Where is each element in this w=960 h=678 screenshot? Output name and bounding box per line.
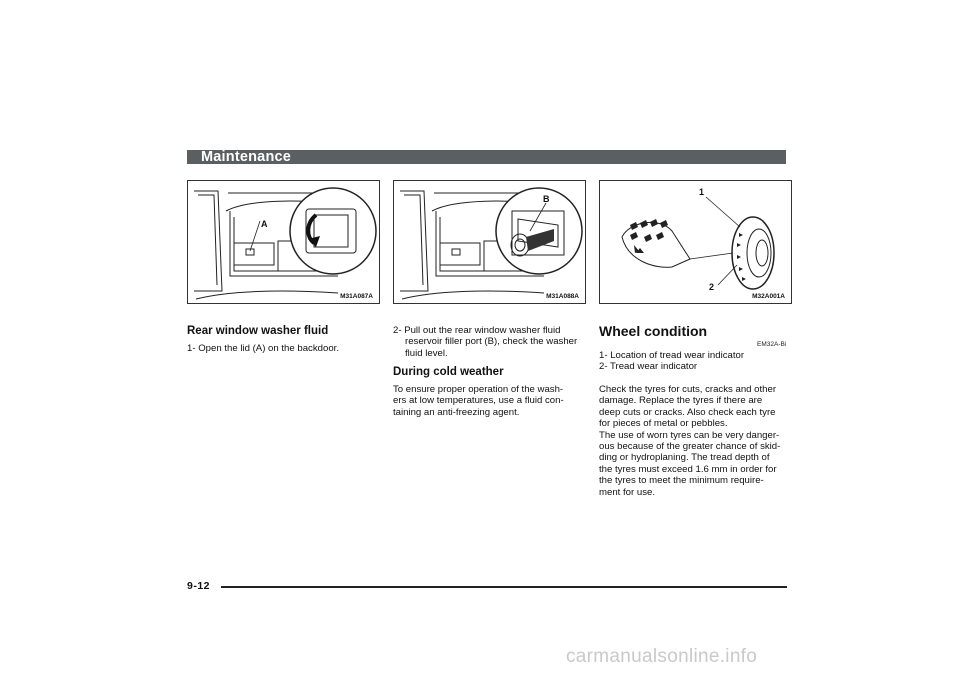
column-1-text	[187, 343, 378, 354]
column-2-step	[393, 325, 584, 359]
step-1: 1- Open the lid (A) on the backdoor.	[187, 343, 339, 354]
para-line: damage. Replace the tyres if there are	[599, 395, 763, 407]
step-2-line: reservoir filler port (B), check the washer	[405, 336, 578, 348]
backdoor-lid-illustration	[188, 181, 379, 303]
para-line: The use of worn tyres can be very danger-	[599, 429, 780, 441]
figure-code: M31A088A	[546, 293, 579, 300]
heading-cold-weather: During cold weather	[393, 366, 504, 378]
para-line: deep cuts or cracks. Also check each tyre	[599, 406, 776, 418]
para-line: ous because of the greater chance of skid-	[599, 441, 781, 453]
step-2-line: fluid level.	[405, 347, 448, 359]
section-title: Maintenance	[201, 149, 292, 165]
legend-item: 2- Tread wear indicator	[599, 361, 698, 373]
para-line: ers at low temperatures, use a fluid con-	[393, 395, 564, 407]
para-line: the tyres to meet the minimum require-	[599, 475, 764, 487]
reference-code: EM32A-Bi	[757, 341, 787, 348]
wheel-paragraph	[599, 384, 790, 498]
column-2-paragraph	[393, 384, 584, 418]
figure-code: M32A001A	[752, 293, 785, 300]
callout-label: A	[261, 219, 268, 229]
para-line: taining an anti-freezing agent.	[393, 406, 520, 418]
figure-code: M31A087A	[340, 293, 373, 300]
step-2-line: 2- Pull out the rear window washer fluid	[393, 325, 561, 336]
figure-rear-lid	[187, 180, 380, 304]
para-line: the tyres must exceed 1.6 mm in order for	[599, 463, 777, 475]
wheel-legend	[599, 350, 790, 373]
watermark: carmanualsonline.info	[566, 646, 758, 667]
tyre-illustration	[600, 181, 791, 303]
footer-rule	[221, 586, 787, 588]
page-number: 9-12	[187, 580, 211, 592]
figure-filler-port	[393, 180, 586, 304]
legend-item: 1- Location of tread wear indicator	[599, 350, 745, 361]
section-header-bar	[187, 150, 786, 164]
para-line: Check the tyres for cuts, cracks and other	[599, 384, 777, 395]
figure-tyre	[599, 180, 792, 304]
filler-port-illustration	[394, 181, 585, 303]
callout-label: B	[543, 194, 550, 204]
heading-rear-window-washer: Rear window washer fluid	[187, 325, 329, 337]
para-line: for pieces of metal or pebbles.	[599, 418, 728, 430]
callout-label: 2	[709, 282, 715, 292]
para-line: ding or hydroplaning. The tread depth of	[599, 452, 770, 464]
para-line: To ensure proper operation of the wash-	[393, 384, 564, 395]
para-line: ment for use.	[599, 486, 655, 498]
heading-wheel-condition: Wheel condition	[599, 323, 708, 339]
callout-label: 1	[699, 187, 705, 197]
